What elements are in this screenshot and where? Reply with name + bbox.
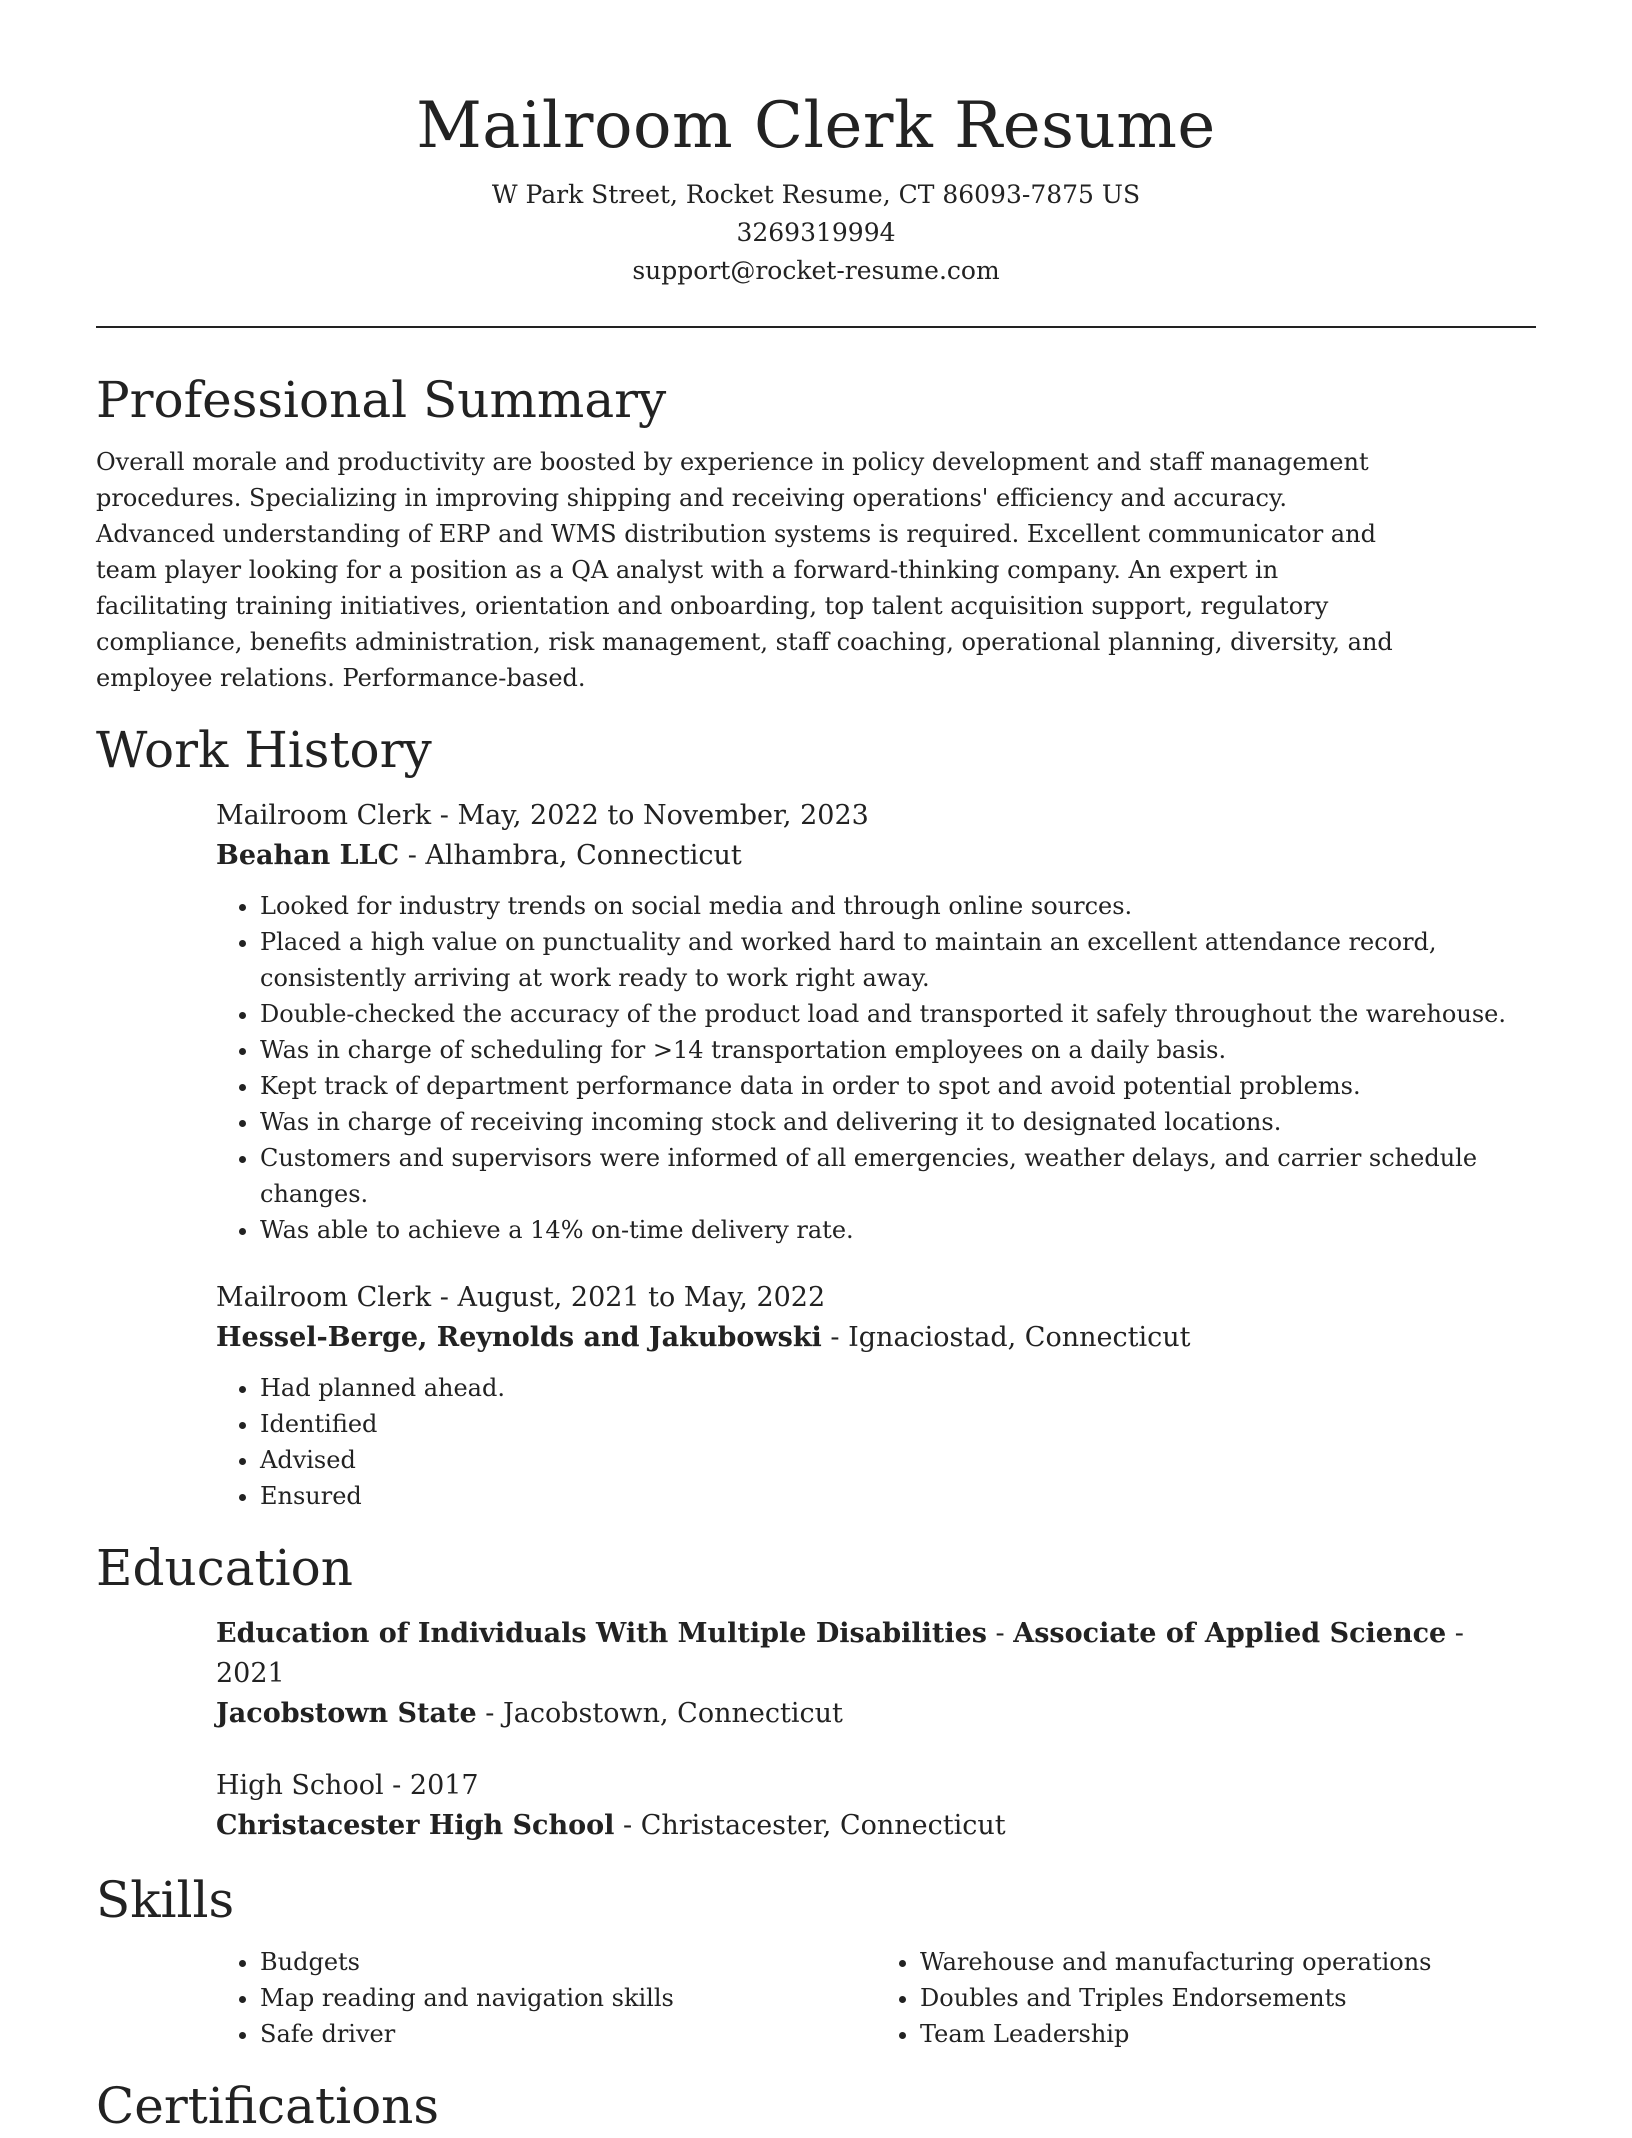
separator: - xyxy=(986,1618,1014,1649)
job-entry xyxy=(216,1278,1536,1514)
employer-line xyxy=(216,1318,1536,1358)
list-item: • Was in charge of receiving incoming stock and delivering it to designated locations. xyxy=(260,1104,1520,1140)
separator: - xyxy=(383,1770,410,1801)
list-item: • Double-checked the accuracy of the product load and transported it safely throughout the warehouse. xyxy=(260,996,1520,1032)
header-divider xyxy=(96,326,1536,328)
school-location: Jacobstown, Connecticut xyxy=(502,1698,843,1729)
school-line xyxy=(216,1694,1536,1734)
job-title-line xyxy=(216,796,1536,836)
list-item: • Was in charge of scheduling for >14 transportation employees on a daily basis. xyxy=(260,1032,1520,1068)
list-item: • Identified xyxy=(260,1406,1520,1442)
job-entry xyxy=(216,796,1536,1248)
education-entry xyxy=(216,1614,1536,1734)
job-role: Mailroom Clerk xyxy=(216,1282,432,1313)
summary-heading: Professional Summary xyxy=(96,371,667,429)
education-section xyxy=(96,1536,1536,1846)
list-item: • Looked for industry trends on social media and through online sources. xyxy=(260,888,1520,924)
separator: - xyxy=(1446,1618,1464,1649)
separator: - xyxy=(399,840,426,871)
separator: - xyxy=(614,1810,641,1841)
list-item: • Placed a high value on punctuality and worked hard to maintain an excellent attendance record, consistently arriving at work ready to work right away. xyxy=(260,924,1520,996)
job-bullets xyxy=(216,888,1520,1248)
separator: - xyxy=(821,1322,849,1353)
job-company: Hessel-Berge, Reynolds and Jakubowski xyxy=(216,1322,822,1353)
school-name: Christacester High School xyxy=(216,1810,615,1841)
separator: - xyxy=(431,1282,458,1313)
education-entry xyxy=(216,1766,1536,1846)
job-dates: May, 2022 to November, 2023 xyxy=(457,800,869,831)
list-item: • Doubles and Triples Endorsements xyxy=(920,1980,1536,2016)
work-heading: Work History xyxy=(96,721,432,779)
education-heading: Education xyxy=(96,1539,353,1597)
skills-heading: Skills xyxy=(96,1871,235,1929)
list-item: • Had planned ahead. xyxy=(260,1370,1520,1406)
school-line xyxy=(216,1806,1536,1846)
degree-year: 2017 xyxy=(409,1770,479,1801)
school-name: Jacobstown State xyxy=(216,1698,477,1729)
job-bullets xyxy=(216,1370,1520,1514)
job-location: Alhambra, Connecticut xyxy=(425,840,742,871)
list-item: • Ensured xyxy=(260,1478,1520,1514)
summary-section xyxy=(96,368,1536,696)
employer-line xyxy=(216,836,1536,876)
list-item: • Was able to achieve a 14% on-time delivery rate. xyxy=(260,1212,1520,1248)
certifications-section xyxy=(96,2074,1536,2138)
separator: - xyxy=(431,800,458,831)
contact-info xyxy=(96,176,1536,290)
school-location: Christacester, Connecticut xyxy=(640,1810,1006,1841)
resume-title: Mailroom Clerk Resume xyxy=(416,89,1216,163)
job-dates: August, 2021 to May, 2022 xyxy=(457,1282,826,1313)
address: W Park Street, Rocket Resume, CT 86093-7875 US xyxy=(491,180,1141,209)
job-company: Beahan LLC xyxy=(216,840,400,871)
resume-header xyxy=(96,0,1536,290)
job-location: Ignaciostad, Connecticut xyxy=(848,1322,1191,1353)
skills-grid xyxy=(216,1944,1536,2052)
summary-text: Overall morale and productivity are boosted by experience in policy development and staff management procedures. Specializing in improving shipping and receiving operations' efficiency and accuracy. Advanced understanding of ERP and WMS distribution systems is required. Excellent communicator and team player looking for a position as a QA analyst with a forward-thinking company. An expert in facilitating training initiatives, orientation and onboarding, top talent acquisition support, regulatory compliance, benefits administration, risk management, staff coaching, operational planning, diversity, and employee relations. Performance-based. xyxy=(96,448,1393,692)
certifications-heading: Certifications xyxy=(96,2077,440,2135)
degree-year: 2021 xyxy=(216,1658,285,1689)
degree-field: High School xyxy=(216,1770,384,1801)
job-role: Mailroom Clerk xyxy=(216,800,432,831)
list-item: • Map reading and navigation skills xyxy=(260,1980,876,2016)
list-item: • Advised xyxy=(260,1442,1520,1478)
separator: - xyxy=(476,1698,503,1729)
skills-column-left xyxy=(216,1944,876,2052)
list-item: • Budgets xyxy=(260,1944,876,1980)
skills-section xyxy=(96,1868,1536,2052)
list-item: • Safe driver xyxy=(260,2016,876,2052)
resume-page xyxy=(96,0,1536,2138)
job-title-line xyxy=(216,1278,1536,1318)
list-item: • Customers and supervisors were informed of all emergencies, weather delays, and carrier schedule changes. xyxy=(260,1140,1520,1212)
list-item: • Team Leadership xyxy=(920,2016,1536,2052)
list-item: • Kept track of department performance data in order to spot and avoid potential problems. xyxy=(260,1068,1520,1104)
work-section xyxy=(96,718,1536,1514)
degree-type: Associate of Applied Science xyxy=(1013,1618,1447,1649)
list-item: • Warehouse and manufacturing operations xyxy=(920,1944,1536,1980)
skills-column-right xyxy=(876,1944,1536,2052)
degree-line xyxy=(216,1614,1536,1694)
degree-field: Education of Individuals With Multiple Disabilities xyxy=(216,1618,987,1649)
phone: 3269319994 xyxy=(736,218,896,247)
email: support@rocket-resume.com xyxy=(632,256,1000,285)
degree-line xyxy=(216,1766,1536,1806)
